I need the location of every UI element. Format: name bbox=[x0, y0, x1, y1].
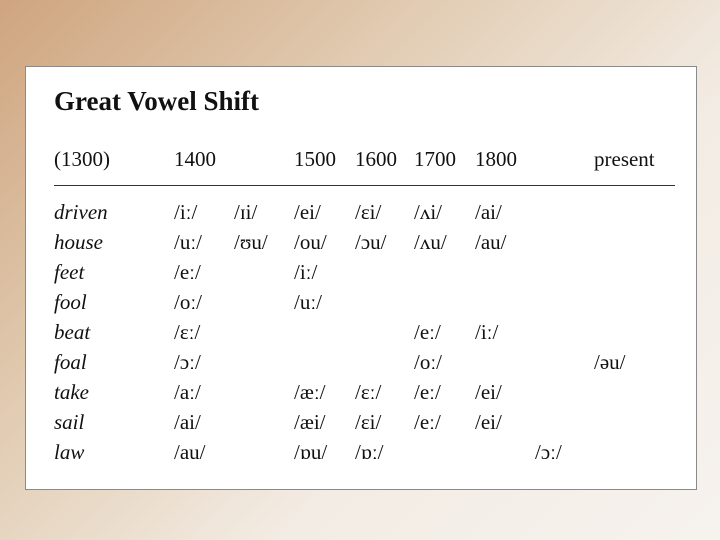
cell: /au/ bbox=[174, 440, 206, 464]
word-feet: feet bbox=[54, 260, 85, 284]
cell: /ei/ bbox=[475, 380, 502, 404]
cell: /ɛː/ bbox=[174, 320, 201, 344]
cell: /ʌi/ bbox=[414, 200, 443, 224]
cell: /ɛi/ bbox=[355, 410, 382, 434]
cell: /oː/ bbox=[174, 290, 203, 314]
slide-title: Great Vowel Shift bbox=[54, 86, 260, 116]
cell: /ei/ bbox=[294, 200, 321, 224]
cell: /eː/ bbox=[414, 380, 441, 404]
cell: /ʊu/ bbox=[234, 230, 268, 254]
column-header-1800: 1800 bbox=[475, 147, 517, 171]
cell: /ɔː/ bbox=[535, 440, 562, 464]
cell: /ɔu/ bbox=[355, 230, 387, 254]
cell: /aː/ bbox=[174, 380, 201, 404]
word-sail: sail bbox=[54, 410, 85, 434]
cell: /ɛː/ bbox=[355, 380, 382, 404]
cell: /eː/ bbox=[174, 260, 201, 284]
word-beat: beat bbox=[54, 320, 91, 344]
column-header-1400: 1400 bbox=[174, 147, 216, 171]
cell: /ai/ bbox=[475, 200, 502, 224]
word-house: house bbox=[54, 230, 103, 254]
word-foal: foal bbox=[54, 350, 87, 374]
cell: /ou/ bbox=[294, 230, 327, 254]
cell: /ɔː/ bbox=[174, 350, 201, 374]
cell: /ei/ bbox=[475, 410, 502, 434]
column-header-1300: (1300) bbox=[54, 147, 110, 171]
cell: /uː/ bbox=[294, 290, 323, 314]
cell: /uː/ bbox=[174, 230, 203, 254]
cell: /ɒː/ bbox=[355, 440, 384, 464]
word-take: take bbox=[54, 380, 89, 404]
cell: /iː/ bbox=[475, 320, 499, 344]
word-law: law bbox=[54, 440, 85, 464]
cell: /iː/ bbox=[174, 200, 198, 224]
cell: /oː/ bbox=[414, 350, 443, 374]
cell: /əu/ bbox=[594, 350, 626, 374]
cell: /ʌu/ bbox=[414, 230, 447, 254]
column-header-present: present bbox=[594, 147, 655, 171]
cell: /iː/ bbox=[294, 260, 318, 284]
cell: /æi/ bbox=[294, 410, 326, 434]
cell: /ɒu/ bbox=[294, 440, 328, 464]
cell: /ai/ bbox=[174, 410, 201, 434]
cell: /ɛi/ bbox=[355, 200, 382, 224]
cell: /æː/ bbox=[294, 380, 326, 404]
word-fool: fool bbox=[54, 290, 87, 314]
column-header-1600: 1600 bbox=[355, 147, 397, 171]
column-header-1500: 1500 bbox=[294, 147, 336, 171]
header-divider bbox=[54, 185, 675, 186]
column-header-1700: 1700 bbox=[414, 147, 456, 171]
cell: /eː/ bbox=[414, 410, 441, 434]
word-driven: driven bbox=[54, 200, 108, 224]
cell: /eː/ bbox=[414, 320, 441, 344]
cell: /au/ bbox=[475, 230, 507, 254]
cell: /ɪi/ bbox=[234, 200, 258, 224]
